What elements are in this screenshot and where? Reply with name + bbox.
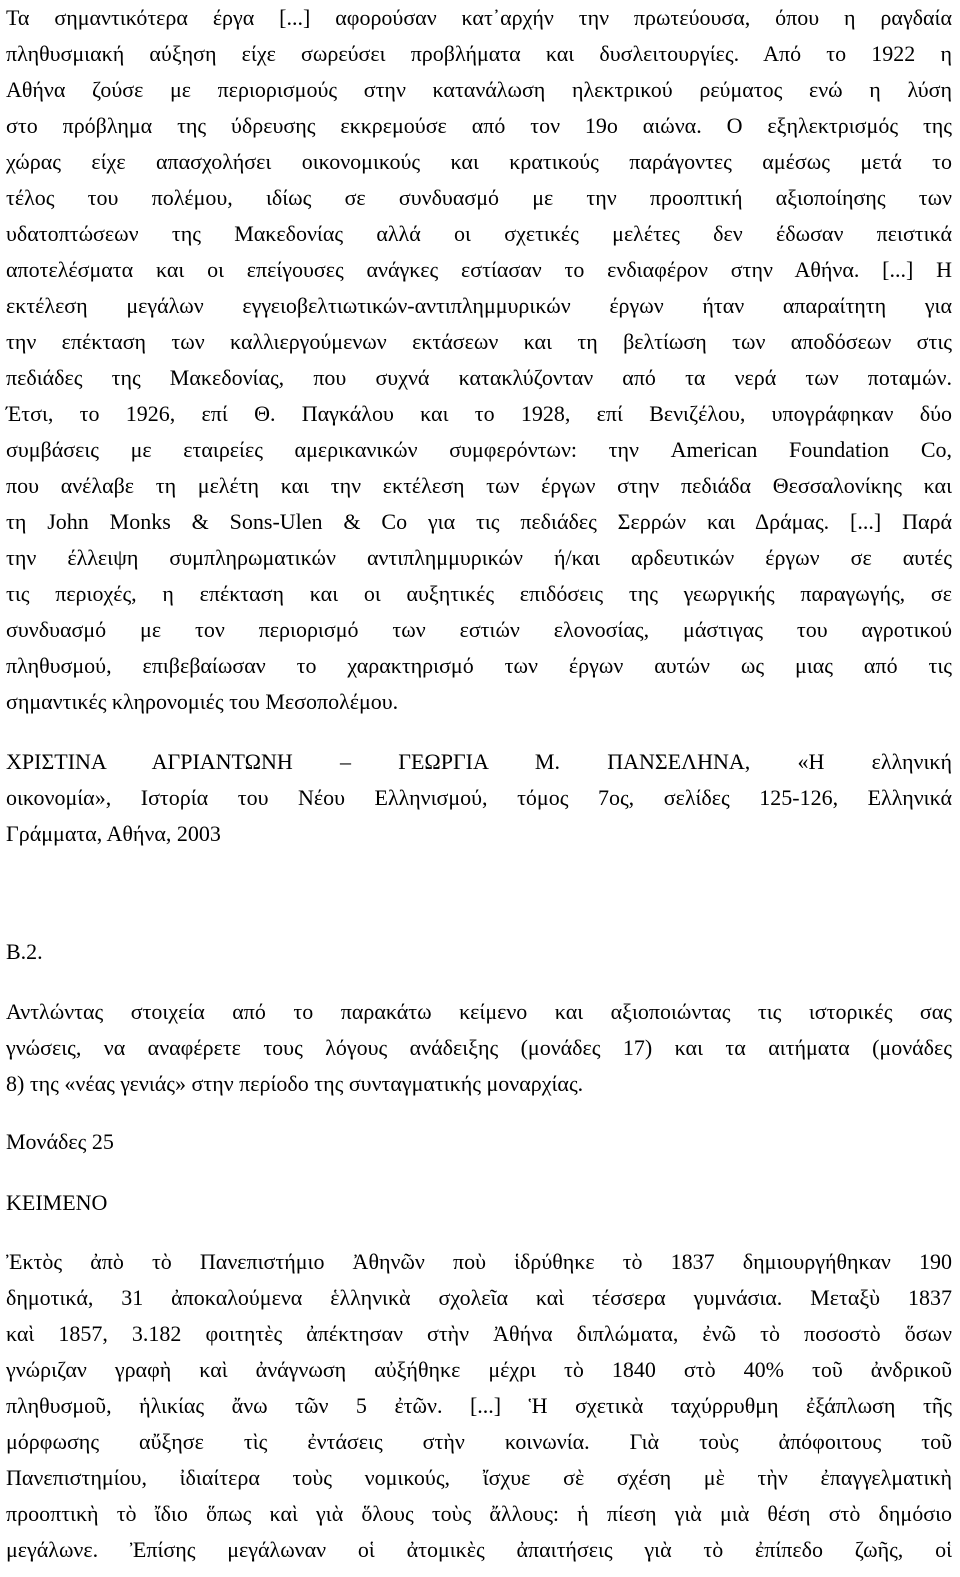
question-text — [6, 994, 952, 1102]
text-line: τις περιοχές, η επέκταση και οι αυξητικές επιδόσεις της γεωργικής παραγωγής, σε — [6, 581, 952, 606]
question-line: γνώσεις, να αναφέρετε τους λόγους ανάδειξης (μονάδες 17) και τα αιτήματα (μονάδες — [6, 1035, 952, 1060]
text-line: δημοτικά, 31 ἀποκαλούμενα ἑλληνικὰ σχολεῖα καὶ τέσσερα γυμνάσια. Μεταξὺ 1837 — [6, 1285, 952, 1310]
citation-line: ΧΡΙΣΤΙΝΑ ΑΓΡΙΑΝΤΩΝΗ – ΓΕΩΡΓΙΑ Μ. ΠΑΝΣΕΛΗΝΑ, «Η ελληνική — [6, 749, 952, 774]
text-line: προοπτικὴ τὸ ἴδιο ὅπως καὶ γιὰ ὅλους τοὺς ἄλλους: ἡ πίεση γιὰ μιὰ θέση στὸ δημόσιο — [6, 1501, 952, 1526]
text-line: πληθυσμιακή αύξηση είχε σωρεύσει προβλήματα και δυσλειτουργίες. Από το 1922 η — [6, 41, 952, 66]
section-label — [6, 934, 952, 970]
text-line: σημαντικές κληρονομιές του Μεσοπολέμου. — [6, 689, 399, 714]
paragraph-education — [6, 1244, 952, 1568]
question-line: Αντλώντας στοιχεία από το παρακάτω κείμενο και αξιοποιώντας τις ιστορικές σας — [6, 999, 952, 1024]
text-line: πεδιάδες της Μακεδονίας, που συχνά κατακλύζονταν από τα νερά των ποταμών. — [6, 365, 952, 390]
points-label — [6, 1124, 952, 1160]
text-line: την επέκταση των καλλιεργούμενων εκτάσεων και τη βελτίωση των αποδόσεων στις — [6, 329, 952, 354]
text-line: πληθυσμού, επιβεβαίωσαν το χαρακτηρισμό των έργων αυτών ως μιας από τις — [6, 653, 952, 678]
text-line: Έτσι, το 1926, επί Θ. Παγκάλου και το 1928, επί Βενιζέλου, υπογράφηκαν δύο — [6, 401, 952, 426]
text-line: τέλος του πολέμου, ιδίως σε συνδυασμό με την προοπτική αξιοποίησης των — [6, 185, 952, 210]
text-heading — [6, 1185, 952, 1221]
text-line: τη John Monks & Sons-Ulen & Co για τις πεδιάδες Σερρών και Δράμας. [...] Παρά — [6, 509, 952, 534]
question-line: 8) της «νέας γενιάς» στην περίοδο της συνταγματικής μοναρχίας. — [6, 1071, 584, 1096]
text-line: συνδυασμό με τον περιορισμό των εστιών ελονοσίας, μάστιγας του αγροτικού — [6, 617, 952, 642]
text-line: εκτέλεση μεγάλων εγγειοβελτιωτικών-αντιπλημμυρικών έργων ήταν απαραίτητη για — [6, 293, 952, 318]
text-line: χώρας είχε απασχολήσει οικονομικούς και κρατικούς παράγοντες αμέσως μετά το — [6, 149, 952, 174]
text-line: Τα σημαντικότερα έργα [...] αφορούσαν κατ᾽αρχήν την πρωτεύουσα, όπου η ραγδαία — [6, 5, 952, 30]
text-line: συμβάσεις με εταιρείες αμερικανικών συμφερόντων: την American Foundation Co, — [6, 437, 952, 462]
text-line: Ἐκτὸς ἀπὸ τὸ Πανεπιστήμιο Ἀθηνῶν ποὺ ἱδρύθηκε τὸ 1837 δημιουργήθηκαν 190 — [6, 1249, 952, 1274]
text-line: Πανεπιστημίου, ἰδιαίτερα τοὺς νομικούς, ἴσχυε σὲ σχέση μὲ τὴν ἐπαγγελματικὴ — [6, 1465, 952, 1490]
citation-line: οικονομία», Ιστορία του Νέου Ελληνισμού, τόμος 7ος, σελίδες 125-126, Ελληνικά — [6, 785, 952, 810]
text-line: γνώριζαν γραφὴ καὶ ἀνάγνωση αὐξήθηκε μέχρι τὸ 1840 στὸ 40% τοῦ ἀνδρικοῦ — [6, 1357, 952, 1382]
citation-line: Γράμματα, Αθήνα, 2003 — [6, 821, 221, 846]
text-line: αποτελέσματα και οι επείγουσες ανάγκες εστίασαν το ενδιαφέρον στην Αθήνα. [...] Η — [6, 257, 952, 282]
kimeno-label: ΚΕΙΜΕΝΟ — [6, 1190, 108, 1215]
source-citation — [6, 744, 952, 852]
text-line: καὶ 1857, 3.182 φοιτητὲς ἀπέκτησαν στὴν Ἀθήνα διπλώματα, ἐνῶ τὸ ποσοστὸ ὅσων — [6, 1321, 952, 1346]
text-line: Αθήνα ζούσε με περιορισμούς στην κατανάλωση ηλεκτρικού ρεύματος ενώ η λύση — [6, 77, 952, 102]
text-line: πληθυσμοῦ, ἡλικίας ἄνω τῶν 5 ἐτῶν. [...] Ἡ σχετικὰ ταχύρρυθμη ἐξάπλωση τῆς — [6, 1393, 952, 1418]
paragraph-economy — [6, 0, 952, 720]
text-line: που ανέλαβε τη μελέτη και την εκτέλεση των έργων στην πεδιάδα Θεσσαλονίκης και — [6, 473, 952, 498]
text-line: μόρφωσης αὔξησε τὶς ἐντάσεις στὴν κοινωνία. Γιὰ τοὺς ἀπόφοιτους τοῦ — [6, 1429, 952, 1454]
points-text: Μονάδες 25 — [6, 1129, 114, 1154]
text-line: στο πρόβλημα της ύδρευσης εκκρεμούσε από τον 19ο αιώνα. Ο εξηλεκτρισμός της — [6, 113, 952, 138]
text-line: την έλλειψη συμπληρωματικών αντιπλημμυρικών ή/και αρδευτικών έργων σε αυτές — [6, 545, 952, 570]
text-line: υδατοπτώσεων της Μακεδονίας αλλά οι σχετικές μελέτες δεν έδωσαν πειστικά — [6, 221, 952, 246]
section-heading: Β.2. — [6, 939, 43, 964]
text-line: μεγάλωνε. Ἐπίσης μεγάλωναν οἱ ἀτομικὲς ἀπαιτήσεις γιὰ τὸ ἐπίπεδο ζωῆς, οἱ — [6, 1537, 952, 1562]
